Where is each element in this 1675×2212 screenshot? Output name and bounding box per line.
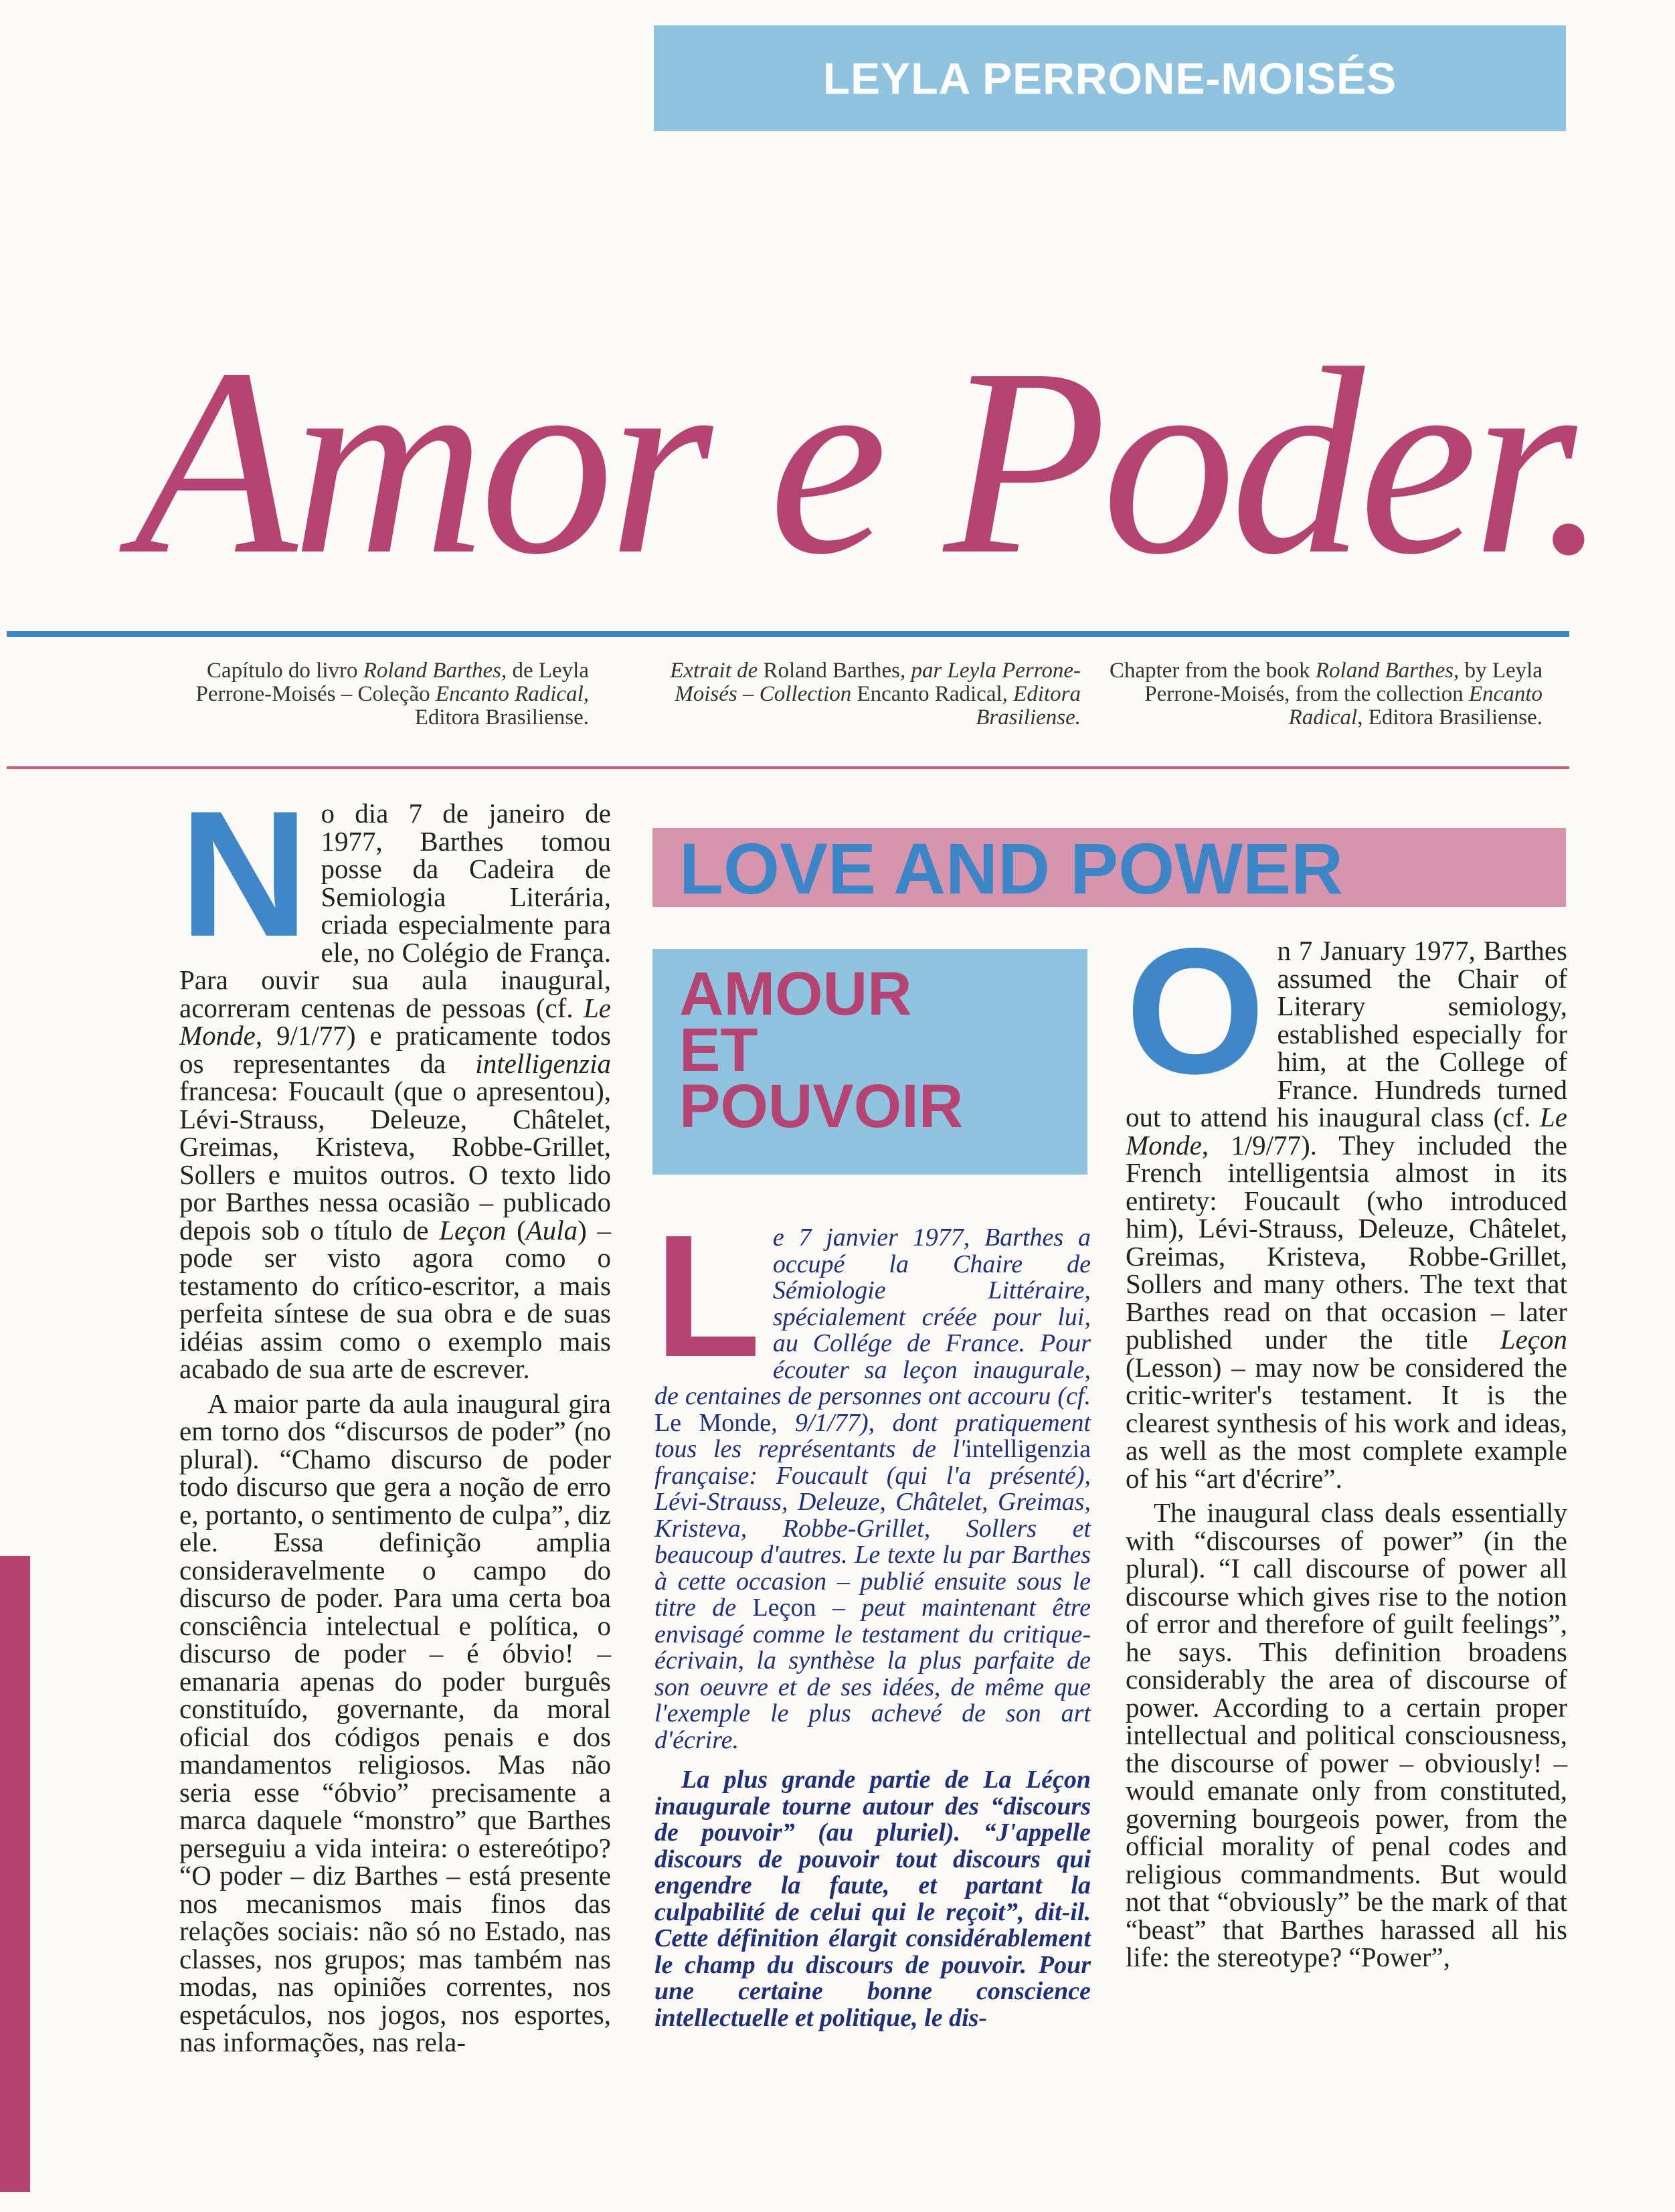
heading-line: POUVOIR bbox=[679, 1072, 964, 1140]
credit-text: , Editora Brasiliense. bbox=[414, 682, 589, 730]
drop-cap: N bbox=[179, 773, 309, 974]
text-run: Le Monde bbox=[654, 1408, 772, 1437]
text-run: intelligenzia bbox=[475, 1047, 611, 1079]
credit-text: , by Leyla Perrone-Moisés, from the collection bbox=[1144, 659, 1542, 706]
text-run: Leçon bbox=[1500, 1324, 1567, 1355]
text-run: , 1/9/77). They included the French intelligentsia almost in its entirety: Foucault (who introduced him), Lévi-Strauss, Deleuze, Châtelet, Greimas, Kristeva, Robbe-Grillet, Sollers and many others. The text that Barthes read on that occasion – later published under the title bbox=[1126, 1129, 1567, 1355]
text-run: o dia 7 de janeiro de 1977, Barthes tomou posse da Cadeira de Semiologia Literária, criada especialmente para ele, no Colégio de França. Para ouvir sua aula inaugural, acorreram centenas de pessoas (cf. bbox=[179, 798, 611, 1023]
text-run: n 7 January 1977, Barthes assumed the Chair of Literary semiology, established especially for him, at the College of France. Hundreds turned out to attend his inaugural class (cf. bbox=[1126, 935, 1567, 1132]
article-column-english bbox=[1126, 910, 1567, 1972]
credit-portuguese bbox=[147, 659, 589, 730]
text-run: – peut maintenant être envisagé comme le testament du critique-écrivain, la synthèse la plus parfaite de son oeuvre et de ses idées, de même que l'exemple le plus achevé de son art d'écrire. bbox=[654, 1594, 1091, 1754]
credit-book-title: Roland Barthes bbox=[1315, 659, 1454, 683]
text-run: e 7 janvier 1977, Barthes a occupé la Chaire de Sémiologie Littéraire, spécialement créée pour lui, au Collége de France. Pour écouter sa leçon inaugurale, de centaines de personnes ont accouru (cf. bbox=[654, 1223, 1091, 1410]
credit-french bbox=[639, 659, 1081, 730]
decorative-bar bbox=[0, 1556, 30, 2192]
text-run: ( bbox=[506, 1214, 526, 1246]
author-band bbox=[654, 25, 1566, 131]
french-heading bbox=[679, 960, 964, 1140]
title-divider bbox=[7, 631, 1569, 637]
text-run: francesa: Foucault (que o apresentou), Lévi-Strauss, Deleuze, Châtelet, Greimas, Kristeva, Robbe-Grillet, Sollers e muitos outros. O texto lido por Barthes nessa ocasião – publicado depois sob o título de bbox=[179, 1076, 611, 1246]
credit-english bbox=[1101, 659, 1542, 730]
english-heading: LOVE AND POWER bbox=[679, 828, 1344, 907]
text-run: , 9/1/77), dont pratiquement tous les représentants de l' bbox=[654, 1408, 1091, 1463]
text-run: Le Monde bbox=[179, 992, 611, 1051]
credit-text: Capítulo do livro bbox=[206, 659, 363, 683]
article-column-portuguese bbox=[179, 773, 612, 2057]
credit-collection: Encanto Radical bbox=[857, 682, 1002, 706]
credit-collection: Encanto Radical bbox=[1288, 682, 1542, 730]
credits-divider bbox=[7, 766, 1569, 769]
credit-text: , Editora Brasiliense. bbox=[1357, 705, 1542, 730]
credit-collection: Encanto Radical bbox=[435, 682, 584, 706]
heading-line: ET bbox=[679, 1016, 758, 1084]
credit-text: , par Leyla Perrone-Moisés – Collection bbox=[675, 659, 1081, 706]
paragraph: A maior parte da aula inaugural gira em torno dos “discursos de poder” (no plural). “Chamo discurso de poder todo discurso que gera a noção de erro e, portanto, o sentimento de culpa”, diz ele. Essa definição amplia consideravelmente o campo do discurso de poder. Para uma certa boa consciência intelectual e política, o discurso de poder – é óbvio! – emanaria apenas do poder burguês constituído, governante, da moral oficial dos códigos penais e dos mandamentos religiosos. Mas não seria esse “óbvio” precisamente a marca daquele “monstro” que Barthes perseguiu a vida inteira: o estereótipo? “O poder – diz Barthes – está presente nos mecanismos mais finos das relações sociais: não só no Estado, nas classes, nos grupos; mas também nas modas, nas opiniões correntes, nos espetáculos, nos jogos, nos esportes, nas informações, nas rela- bbox=[179, 1387, 611, 2057]
drop-cap: L bbox=[654, 1199, 761, 1393]
page-title: Amor e Poder. bbox=[134, 313, 1603, 610]
english-heading-band bbox=[652, 828, 1566, 907]
author-name: LEYLA PERRONE-MOISÉS bbox=[822, 54, 1397, 103]
drop-cap: O bbox=[1126, 910, 1265, 1111]
text-run: , 9/1/77) e praticamente todos os representantes da bbox=[179, 1020, 611, 1079]
article-column-french bbox=[654, 1199, 1091, 2032]
heading-line: AMOUR bbox=[679, 960, 912, 1028]
credit-text: , Editora Brasiliense. bbox=[976, 682, 1081, 730]
credit-book-title: Roland Barthes bbox=[363, 659, 501, 683]
text-run: Leçon bbox=[752, 1594, 816, 1622]
paragraph: La plus grande partie de La Léçon inaugurale tourne autour des “discours de pouvoir” (au pluriel). “J'appelle discours de pouvoir tout discours qui engendre la faute, et partant la culpabilité de celui qui le reçoit”, dit-il. Cette définition élargit considérablement le champ du discours de pouvoir. Pour une certaine bonne conscience intellectuelle et politique, le dis- bbox=[654, 1766, 1091, 2032]
text-run: Leçon bbox=[439, 1214, 507, 1246]
text-run: intelligenzia bbox=[965, 1435, 1091, 1463]
credit-text: Extrait de bbox=[670, 659, 764, 683]
paragraph bbox=[654, 1199, 1091, 1754]
french-heading-box bbox=[652, 949, 1087, 1175]
text-run: française: Foucault (qui l'a présenté), Lévi-Strauss, Deleuze, Châtelet, Greimas, Kristeva, Robbe-Grillet, Sollers et beaucoup d'autres. Le texte lu par Barthes à cette occasion – publié ensuite sous le titre de bbox=[654, 1461, 1091, 1622]
paragraph bbox=[1126, 910, 1567, 1494]
text-run: Le Monde bbox=[1126, 1102, 1567, 1161]
text-run: ) – pode ser visto agora como o testamento do crítico-escritor, a mais perfeita síntese de sua obra e de suas idéias assim como o exemplo mais acabado de sua arte de escrever. bbox=[179, 1214, 612, 1384]
text-run: (Lesson) – may now be considered the critic-writer's testament. It is the clearest synthesis of his work and ideas, as well as the most complete example of his “art d'écrire”. bbox=[1126, 1351, 1567, 1494]
credit-text: Chapter from the book bbox=[1109, 659, 1316, 683]
text-run: Aula bbox=[525, 1214, 578, 1246]
credit-text: , de Leyla Perrone-Moisés – Coleção bbox=[195, 659, 589, 706]
paragraph: The inaugural class deals essentially with “discourses of power” (in the plural). “I call discourse of power all discourse which gives rise to the notion of error and therefore of guilt feelings”, he says. This definition broadens considerably the area of discourse of power. According to a certain proper intellectual and political consciousness, the discourse of power – obviously! – would emanate only from constituted, governing bourgeois power, from the official morality of penal codes and religious commandments. But would not that “obviously” be the mark of that “beast” that Barthes harassed all his life: the stereotype? “Power”, bbox=[1126, 1497, 1567, 1972]
credit-book-title: Roland Barthes bbox=[763, 659, 900, 683]
paragraph bbox=[179, 773, 612, 1384]
